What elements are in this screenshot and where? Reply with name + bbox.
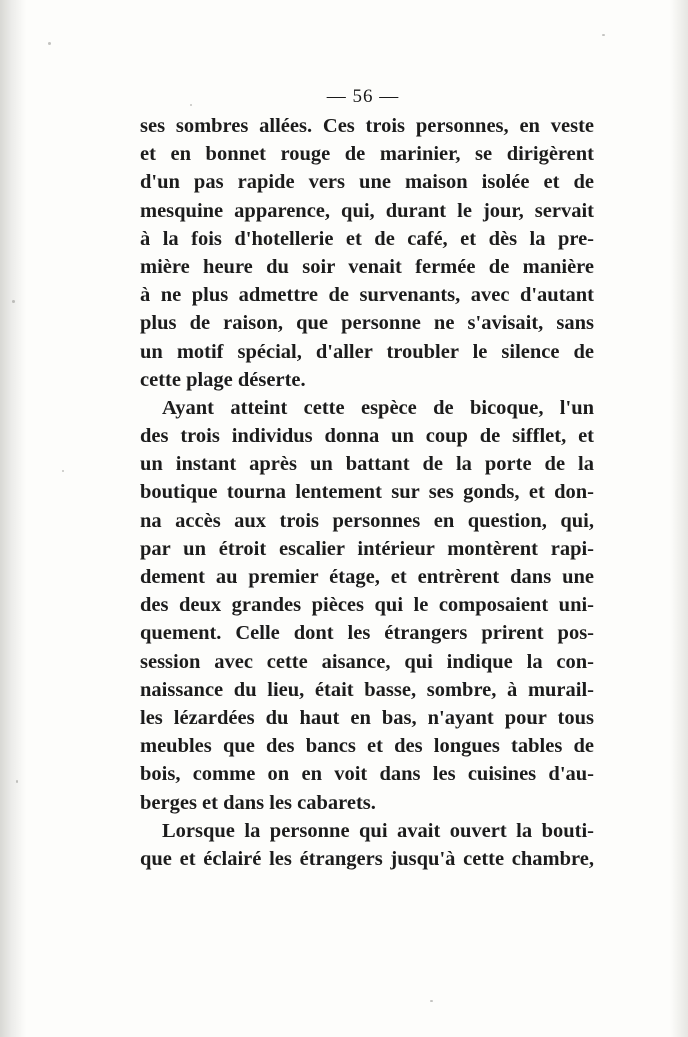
text-line: que et éclairé les étrangers jusqu'à cette chambre, [140, 847, 594, 870]
text-line: des deux grandes pièces qui le composaient uni- [140, 594, 594, 617]
paper-speck [48, 42, 51, 45]
text-line: na accès aux trois personnes en question, qui, [140, 509, 594, 532]
text-line: les lézardées du haut en bas, n'ayant pour tous [140, 706, 594, 729]
text-line: quement. Celle dont les étrangers prirent pos- [140, 622, 594, 645]
page-left-edge-shadow [0, 0, 26, 1037]
paper-speck [62, 470, 64, 472]
text-line: berges et dans les cabarets. [140, 791, 376, 814]
paper-speck [16, 780, 18, 783]
text-line: mière heure du soir venait fermée de manière [140, 255, 594, 278]
text-line: Ayant atteint cette espèce de bicoque, l'un [162, 396, 594, 419]
paper-speck [602, 34, 605, 36]
text-line: session avec cette aisance, qui indique la con- [140, 650, 594, 673]
text-line: boutique tourna lentement sur ses gonds, et don- [140, 481, 594, 504]
text-line: à la fois d'hotellerie et de café, et dès la pre- [140, 227, 594, 250]
text-line: des trois individus donna un coup de sifflet, et [140, 425, 594, 448]
text-line: meubles que des bancs et des longues tables de [140, 735, 594, 758]
text-line: un motif spécial, d'aller troubler le silence de [140, 340, 594, 363]
page-number: — 56 — [326, 86, 400, 107]
text-line: Lorsque la personne qui avait ouvert la bouti- [162, 819, 594, 842]
text-line: plus de raison, que personne ne s'avisait, sans [140, 312, 594, 335]
page-right-edge-shadow [670, 0, 688, 1037]
text-line: ses sombres allées. Ces trois personnes, en veste [140, 115, 594, 137]
body-text [140, 112, 594, 873]
paper-speck [430, 1000, 433, 1002]
paper-speck [12, 300, 15, 303]
text-line: par un étroit escalier intérieur montèrent rapi- [140, 537, 594, 560]
text-line: et en bonnet rouge de marinier, se dirigèrent [140, 143, 594, 166]
text-line: cette plage déserte. [140, 368, 306, 391]
text-line: à ne plus admettre de survenants, avec d'autant [140, 284, 594, 307]
text-line: naissance du lieu, était basse, sombre, à murail- [140, 678, 594, 701]
text-line: un instant après un battant de la porte de la [140, 453, 594, 476]
text-line: d'un pas rapide vers une maison isolée et de [140, 171, 594, 194]
text-line: bois, comme on en voit dans les cuisines d'au- [140, 763, 594, 786]
text-line: mesquine apparence, qui, durant le jour, servait [140, 199, 594, 222]
text-line: dement au premier étage, et entrèrent dans une [140, 566, 594, 588]
